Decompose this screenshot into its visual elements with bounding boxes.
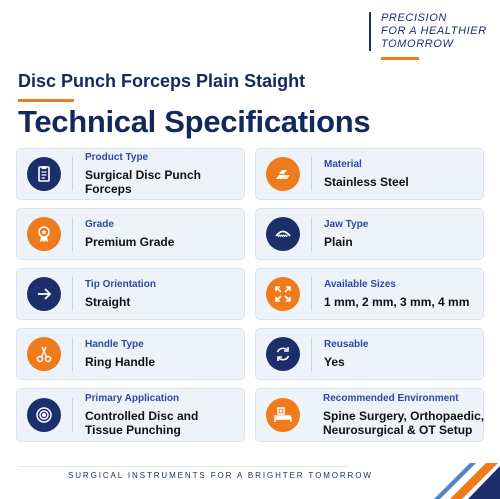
card-divider	[311, 277, 312, 311]
spec-value: Stainless Steel	[324, 175, 409, 189]
spec-label: Primary Application	[85, 393, 180, 404]
tagline-line-2: FOR A HEALTHIER	[381, 25, 487, 37]
spec-card-handle-type	[16, 328, 245, 380]
spec-label: Recommended Environment	[323, 393, 459, 404]
spec-card-reusable	[255, 328, 484, 380]
title-accent-bar	[18, 99, 74, 102]
tagline-accent-bar	[381, 57, 419, 60]
spec-label: Grade	[85, 219, 114, 230]
refresh-icon	[266, 337, 300, 371]
spec-value: Straight	[85, 295, 131, 309]
metal-bars-icon	[266, 157, 300, 191]
tagline	[369, 12, 487, 51]
spec-label: Tip Orientation	[85, 279, 156, 290]
expand-arrows-icon	[266, 277, 300, 311]
scissors-icon	[27, 337, 61, 371]
award-badge-icon	[27, 217, 61, 251]
spec-card-primary-application	[16, 388, 245, 442]
hospital-bed-icon	[266, 398, 300, 432]
footer-slogan: SURGICAL INSTRUMENTS FOR A BRIGHTER TOMORROW	[68, 471, 373, 480]
spec-card-material	[255, 148, 484, 200]
spec-card-jaw-type	[255, 208, 484, 260]
footer-divider	[18, 466, 348, 467]
arrow-right-icon	[27, 277, 61, 311]
card-divider	[72, 277, 73, 311]
spec-value: Controlled Disc and Tissue Punching	[85, 409, 199, 437]
spec-value: 1 mm, 2 mm, 3 mm, 4 mm	[324, 295, 470, 309]
spec-label: Jaw Type	[324, 219, 369, 230]
spec-value: Ring Handle	[85, 355, 156, 369]
card-divider	[72, 398, 73, 432]
spec-value: Surgical Disc Punch Forceps	[84, 168, 201, 196]
section-title: Technical Specifications	[18, 104, 371, 139]
spec-value: Premium Grade	[85, 235, 175, 249]
spec-label: Material	[324, 159, 362, 170]
corner-stripes-decoration	[420, 454, 500, 499]
spec-label: Available Sizes	[324, 279, 396, 290]
card-divider	[72, 337, 73, 371]
spec-label: Product Type	[84, 152, 149, 163]
card-divider	[311, 217, 312, 251]
card-divider	[72, 157, 73, 191]
spec-card-grade	[16, 208, 245, 260]
card-divider	[311, 157, 312, 191]
card-divider	[72, 217, 73, 251]
clipboard-icon	[27, 157, 61, 191]
jaw-icon	[266, 217, 300, 251]
tagline-line-3: TOMORROW	[381, 38, 454, 50]
product-title: Disc Punch Forceps Plain Staight	[18, 71, 306, 91]
spec-value: Plain	[324, 235, 353, 249]
spec-label: Handle Type	[85, 339, 144, 350]
spec-card-product-type	[16, 148, 245, 200]
card-divider	[311, 337, 312, 371]
target-icon	[27, 398, 61, 432]
spec-card-available-sizes	[255, 268, 484, 320]
spec-card-recommended-environment	[255, 388, 484, 442]
spec-value: Spine Surgery, Orthopaedic, Neurosurgical & OT Setup	[323, 409, 485, 437]
spec-card-tip-orientation	[16, 268, 245, 320]
tagline-line-1: PRECISION	[381, 12, 447, 24]
spec-grid	[16, 148, 484, 442]
spec-value: Yes	[324, 355, 345, 369]
spec-label: Reusable	[324, 339, 369, 350]
